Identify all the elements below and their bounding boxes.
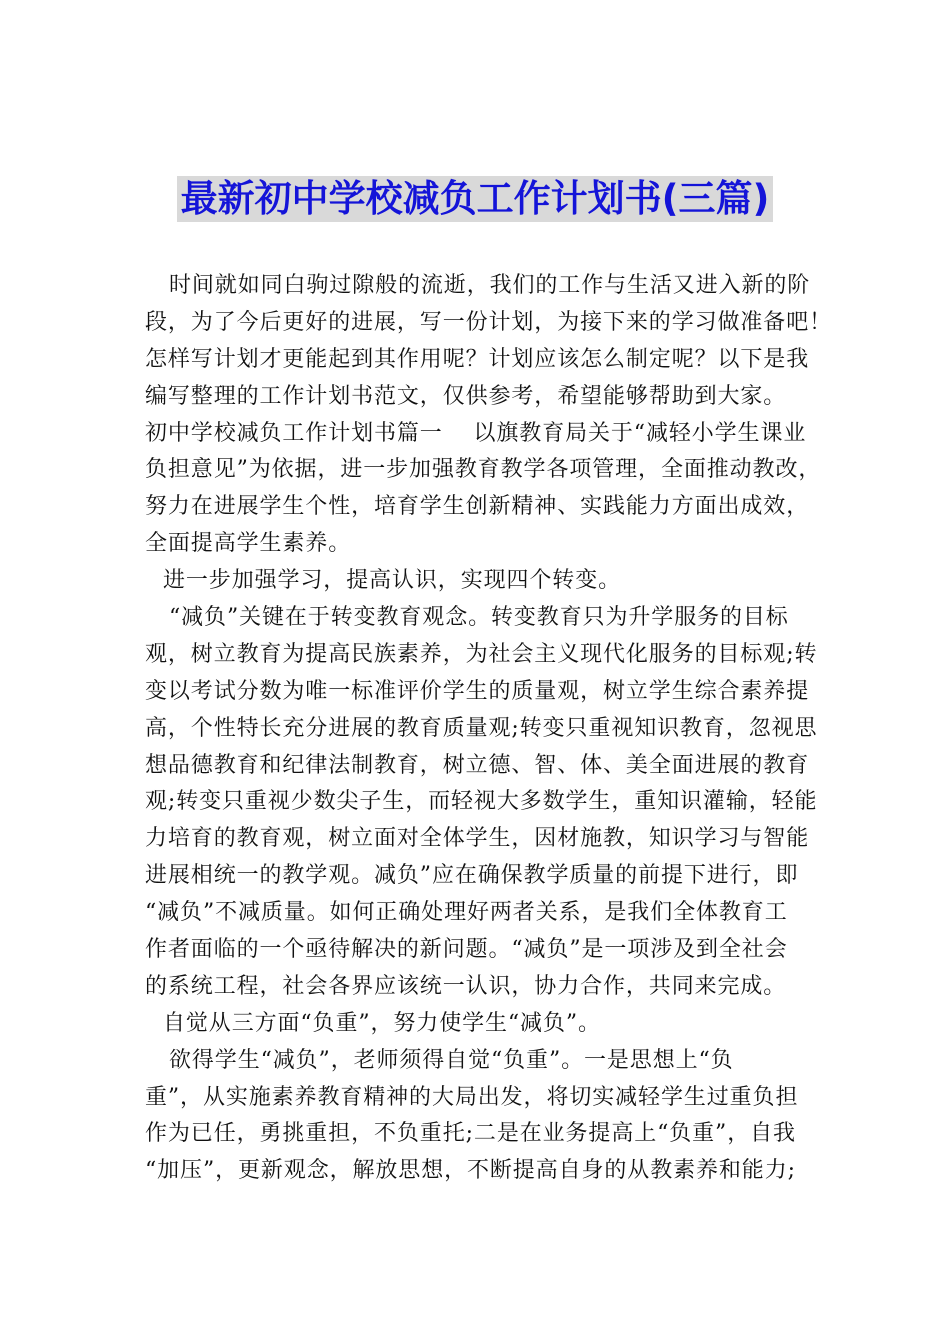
title-container	[0, 176, 950, 222]
paragraph-line: 进展相统一的教学观。减负”应在确保教学质量的前提下进行，即	[145, 863, 799, 889]
paragraph-line: 怎样写计划才更能起到其作用呢？计划应该怎么制定呢？以下是我	[145, 346, 810, 372]
paragraph-line: 作者面临的一个亟待解决的新问题。“减负”是一项涉及到全社会	[145, 937, 788, 963]
paragraph-line: 力培育的教育观，树立面对全体学生，因材施教，知识学习与智能	[145, 826, 810, 852]
paragraph-line: 时间就如同白驹过隙般的流逝，我们的工作与生活又进入新的阶	[169, 273, 811, 298]
paragraph-line: 欲得学生“减负”，老师须得自觉“负重”。一是思想上“负	[169, 1047, 734, 1073]
paragraph-line: 想品德教育和纪律法制教育，树立德、智、体、美全面进展的教育	[145, 752, 810, 778]
paragraph-line: “加压”，更新观念，解放思想，不断提高自身的从教素养和能力;	[145, 1158, 796, 1184]
paragraph-line: 进一步加强学习，提高认识，实现四个转变。	[163, 568, 622, 594]
paragraph-line: 作为已任，勇挑重担，不负重托;二是在业务提高上“负重”，自我	[145, 1121, 796, 1147]
paragraph-line: 的系统工程，社会各界应该统一认识，协力合作，共同来完成。	[145, 973, 787, 999]
paragraph-line: “减负”不减质量。如何正确处理好两者关系，是我们全体教育工	[145, 900, 788, 926]
paragraph-line: 变以考试分数为唯一标准评价学生的质量观，树立学生综合素养提	[145, 678, 810, 704]
paragraph-line: 初中学校减负工作计划书篇一 以旗教育局关于“减轻小学生课业	[145, 420, 807, 446]
paragraph-line: 段，为了今后更好的进展，写一份计划，为接下来的学习做准备吧！	[145, 309, 833, 335]
document-title: 最新初中学校减负工作计划书(三篇)	[177, 176, 774, 222]
paragraph-line: 观，树立教育为提高民族素养，为社会主义现代化服务的目标观;转	[145, 641, 818, 667]
paragraph-line: 全面提高学生素养。	[145, 531, 352, 557]
paragraph-line: 重”，从实施素养教育精神的大局出发，将切实减轻学生过重负担	[145, 1084, 799, 1110]
paragraph-line: 努力在进展学生个性，培育学生创新精神、实践能力方面出成效，	[145, 494, 810, 520]
paragraph-line: 高，个性特长充分进展的教育质量观;转变只重视知识教育，忽视思	[145, 715, 818, 741]
paragraph-line: 观;转变只重视少数尖子生，而轻视大多数学生，重知识灌输，轻能	[145, 789, 818, 815]
paragraph-line: 负担意见”为依据，进一步加强教育教学各项管理，全面推动教改，	[145, 457, 822, 483]
paragraph-line: 自觉从三方面“负重”，努力使学生“减负”。	[163, 1010, 601, 1036]
paragraph-line: “减负”关键在于转变教育观念。转变教育只为升学服务的目标	[169, 605, 789, 631]
document-body	[145, 268, 833, 1190]
paragraph-line: 编写整理的工作计划书范文，仅供参考，希望能够帮助到大家。	[145, 383, 787, 409]
